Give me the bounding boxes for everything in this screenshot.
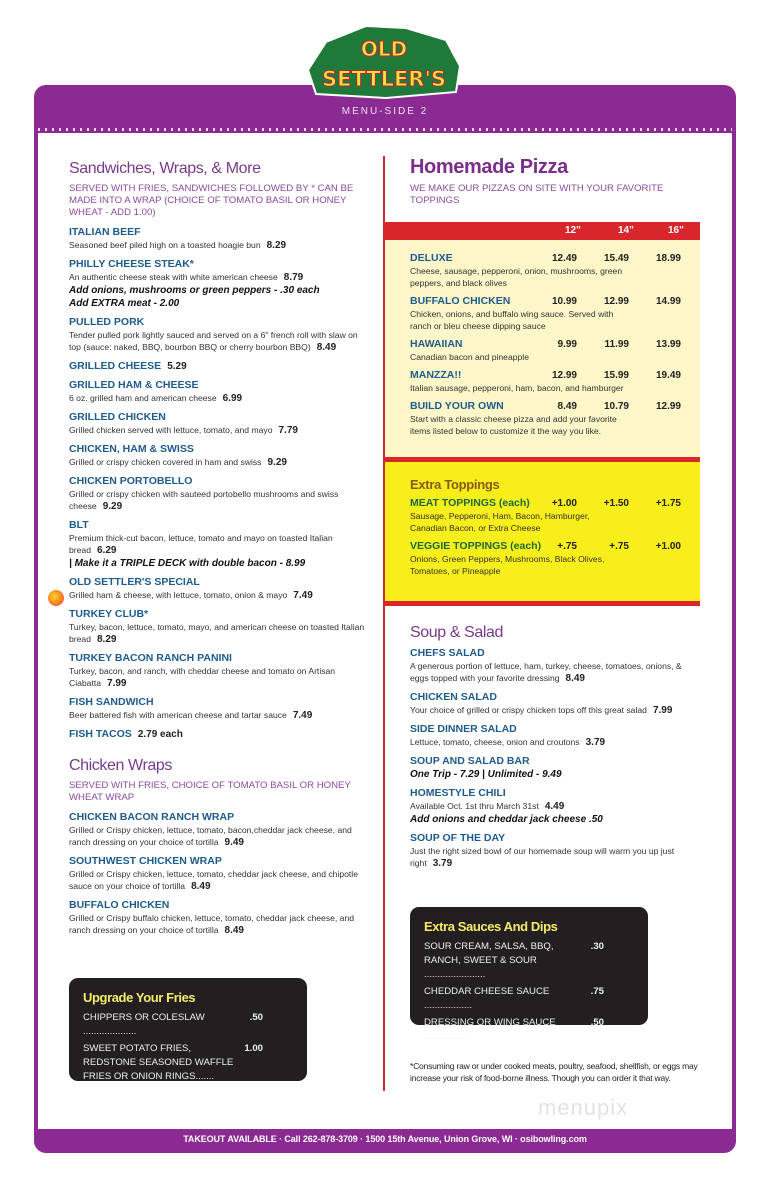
menu-item [410, 787, 700, 826]
item-description [410, 845, 700, 870]
section-subtitle: SERVED WITH FRIES, CHOICE OF TOMATO BASIL OR HONEY WHEAT WRAP [69, 780, 351, 803]
menu-item [69, 696, 369, 722]
item-price: 8.49 [316, 342, 337, 353]
menu-item [385, 497, 700, 534]
item-price: 8.79 [283, 272, 304, 283]
old-settlers-logo [306, 22, 462, 100]
item-price: 8.29 [96, 634, 117, 645]
item-description [69, 532, 369, 557]
menu-item [410, 832, 700, 870]
item-description-text: Grilled or crispy chicken covered in ham and swiss [69, 457, 262, 467]
item-description [69, 271, 369, 284]
menu-item [385, 540, 700, 577]
item-price: +.75 [557, 541, 577, 552]
item-description-text: Available Oct. 1st thru March 31st [410, 801, 539, 811]
item-price: 8.49 [191, 881, 211, 892]
line-price: .50 [249, 1012, 263, 1023]
item-addon: Add onions and cheddar jack cheese .50 [410, 814, 603, 825]
item-price: 19.49 [655, 370, 681, 381]
item-description [69, 621, 369, 646]
item-price: +1.00 [551, 498, 577, 509]
section-title: Extra Toppings [410, 477, 500, 492]
item-description [69, 392, 369, 405]
item-name [410, 723, 700, 736]
item-name [69, 316, 369, 329]
item-description [410, 660, 700, 685]
item-description-text: Just the right sized bowl of our homemade soup will warm you up just right [410, 846, 675, 868]
item-name [69, 608, 369, 621]
item-name-text: CHICKEN SALAD [410, 691, 497, 703]
item-name [69, 811, 369, 824]
menu-item [69, 652, 369, 690]
item-name-text: OLD SETTLER'S SPECIAL [69, 576, 200, 588]
item-price: 8.29 [266, 240, 287, 251]
item-price: +1.50 [603, 498, 629, 509]
red-rule [385, 601, 700, 606]
item-price: 8.49 [224, 925, 244, 936]
menu-item [69, 226, 369, 252]
item-price: 5.29 [167, 361, 187, 372]
item-name [69, 652, 369, 665]
menu-item [69, 360, 369, 373]
item-name [69, 411, 369, 424]
item-price: 8.49 [565, 673, 585, 684]
item-name [69, 379, 369, 392]
menu-item [69, 379, 369, 405]
item-price: 8.49 [557, 401, 577, 412]
menu-item [69, 475, 369, 513]
svg-text:SETTLER'S: SETTLER'S [321, 67, 447, 91]
line-price: .50 [590, 1017, 604, 1028]
item-name-text: SIDE DINNER SALAD [410, 723, 517, 735]
line-label: SWEET POTATO FRIES, REDSTONE SEASONED WAFFLE FRIES OR ONION RINGS....... [83, 1043, 234, 1082]
item-name [69, 443, 369, 456]
item-name: DELUXE [410, 252, 453, 264]
item-description-text: Premium thick-cut bacon, lettuce, tomato and mayo on toasted Italian bread [69, 533, 333, 555]
box-title: Extra Sauces And Dips [424, 919, 558, 934]
size-16: 16" [668, 225, 684, 236]
menu-item [69, 576, 369, 602]
item-name [410, 787, 700, 800]
footer-contact: TAKEOUT AVAILABLE · Call 262-878-3709 · 1500 15th Avenue, Union Grove, WI · osibowling.com [183, 1134, 587, 1144]
item-name-text: CHICKEN PORTOBELLO [69, 475, 193, 487]
item-description-text: Seasoned beef piled high on a toasted hoagie bun [69, 240, 261, 250]
pepper-icon [48, 590, 64, 606]
upgrade-fries-box [69, 978, 307, 1081]
item-price: 7.79 [278, 425, 298, 436]
pizza-list [385, 240, 700, 457]
item-description [69, 456, 369, 469]
sauces-box [410, 907, 648, 1042]
item-price: 7.49 [292, 710, 313, 721]
item-name-text: SOUTHWEST CHICKEN WRAP [69, 855, 222, 867]
item-description: Sausage, Pepperoni, Ham, Bacon, Hamburger, Canadian Bacon, or Extra Cheese [410, 511, 590, 533]
item-name [69, 258, 369, 271]
item-price: 15.99 [603, 370, 629, 381]
box-title: Upgrade Your Fries [83, 990, 196, 1005]
item-price: 14.99 [655, 296, 681, 307]
pizza-header [410, 156, 700, 214]
food-safety-footnote: *Consuming raw or under cooked meats, poultry, seafood, shellfish, or eggs may increase your risk of food-borne illness. Though you can order it that way. [410, 1061, 698, 1083]
item-price: 3.79 [585, 737, 606, 748]
item-price: 10.79 [603, 401, 629, 412]
item-description [69, 824, 369, 849]
item-description: Start with a classic cheese pizza and add your favorite items listed below to customize it the way you like. [410, 414, 617, 436]
item-name [69, 226, 369, 239]
item-name: HAWAIIAN [410, 338, 463, 350]
menu-item [69, 728, 369, 741]
item-description [410, 704, 700, 717]
item-name [69, 696, 369, 709]
section-subtitle: SERVED WITH FRIES, SANDWICHES FOLLOWED BY * CAN BE MADE INTO A WRAP (CHOICE OF TOMATO BASIL OR HONEY WHEAT - ADD 1.00) [69, 183, 354, 218]
item-name: MANZZA!! [410, 369, 462, 381]
item-price: 7.99 [107, 678, 127, 689]
sandwiches-section [69, 160, 369, 943]
menu-item [410, 755, 700, 781]
item-description-text: Grilled chicken served with lettuce, tomato, and mayo [69, 425, 273, 435]
section-title: Soup & Salad [410, 624, 504, 641]
item-name-text: SOUP AND SALAD BAR [410, 755, 530, 767]
item-name-text: SOUP OF THE DAY [410, 832, 506, 844]
line-price: .30 [590, 941, 604, 952]
price-line [83, 1042, 293, 1084]
item-price: 10.99 [551, 296, 577, 307]
item-name-text: HOMESTYLE CHILI [410, 787, 506, 799]
line-label: DRESSING OR WING SAUCE ................ [424, 1017, 556, 1042]
item-name [69, 475, 369, 488]
item-price: 3.79 [432, 858, 453, 869]
item-name-text: BLT [69, 519, 89, 531]
item-name: MEAT TOPPINGS (each) [410, 497, 530, 509]
item-name-text: FISH TACOS [69, 728, 132, 740]
item-description [69, 488, 369, 513]
section-title: Homemade Pizza [410, 156, 568, 178]
item-name [410, 755, 700, 768]
item-price: 13.99 [655, 339, 681, 350]
item-description-text: Grilled or crispy chicken with sauteed portobello mushrooms and swiss cheese [69, 489, 339, 511]
section-title: Sandwiches, Wraps, & More [69, 160, 261, 177]
item-description-text: A generous portion of lettuce, ham, turkey, cheese, tomatoes, onions, & eggs topped with your favorite dressing [410, 661, 682, 683]
menu-item [385, 400, 700, 437]
price-line [83, 1011, 293, 1039]
price-line [424, 985, 634, 1013]
item-name [69, 519, 369, 532]
toppings-section [385, 462, 700, 602]
menu-item [69, 608, 369, 646]
item-description: Chicken, onions, and buffalo wing sauce. Served with ranch or bleu cheese dipping sauce [410, 309, 614, 331]
item-price: 12.99 [603, 296, 629, 307]
item-description-text: Tender pulled pork lightly sauced and served on a 6" french roll with slaw on top (sauce: naked, BBQ, bourbon BBQ or cherry bourbon BBQ) [69, 330, 358, 352]
item-name-text: GRILLED HAM & CHEESE [69, 379, 199, 391]
svg-text:OLD: OLD [360, 37, 408, 61]
menu-item [69, 519, 369, 570]
item-name-text: CHEFS SALAD [410, 647, 485, 659]
menu-item [69, 443, 369, 469]
line-label: CHEDDAR CHEESE SAUCE .................. [424, 986, 550, 1011]
item-description [69, 589, 369, 602]
soup-salad-section [410, 624, 700, 876]
item-name [410, 647, 700, 660]
item-price: +1.00 [655, 541, 681, 552]
pizza-size-header [385, 222, 700, 240]
item-name-text: CHICKEN, HAM & SWISS [69, 443, 194, 455]
menu-item [385, 338, 700, 363]
item-price: 12.99 [655, 401, 681, 412]
item-description-text: Beer battered fish with american cheese and tartar sauce [69, 710, 287, 720]
item-description-text: Grilled or Crispy chicken, lettuce, tomato, cheddar jack cheese, and chipotle sauce on your choice of tortilla [69, 869, 358, 891]
item-description-text: Grilled or Crispy chicken, lettuce, tomato, bacon,cheddar jack cheese, and ranch dressing on your choice of tortilla [69, 825, 352, 847]
item-description [69, 329, 369, 354]
line-label: CHIPPERS OR COLESLAW .................... [83, 1012, 205, 1037]
item-description-text: Lettuce, tomato, cheese, onion and croutons [410, 737, 580, 747]
item-description [69, 868, 369, 893]
menu-item [69, 811, 369, 849]
item-price: 18.99 [655, 253, 681, 264]
item-description-text: Turkey, bacon, lettuce, tomato, mayo, and american cheese on toasted Italian bread [69, 622, 365, 644]
section-subtitle: WE MAKE OUR PIZZAS ON SITE WITH YOUR FAVORITE TOPPINGS [410, 183, 664, 206]
section-title: Chicken Wraps [69, 757, 172, 774]
item-name-text: PULLED PORK [69, 316, 145, 328]
item-name: BUFFALO CHICKEN [410, 295, 511, 307]
item-description-text: Turkey, bacon, and ranch, with cheddar cheese and tomato on Artisan Ciabatta [69, 666, 336, 688]
line-price: .75 [590, 986, 604, 997]
menu-item [385, 295, 700, 332]
line-price: 1.00 [244, 1043, 263, 1054]
item-name-text: GRILLED CHEESE [69, 360, 162, 372]
item-description-text: An authentic cheese steak with white american cheese [69, 272, 278, 282]
watermark: menupix [538, 1095, 629, 1120]
item-description: Italian sausage, pepperoni, ham, bacon, and hamburger [410, 383, 624, 393]
size-14: 14" [618, 225, 634, 236]
menu-item [410, 647, 700, 685]
item-name-text: TURKEY CLUB* [69, 608, 149, 620]
item-description: Cheese, sausage, pepperoni, onion, mushrooms, green peppers, and black olives [410, 266, 623, 288]
item-name-text: FISH SANDWICH [69, 696, 154, 708]
item-name-text: TURKEY BACON RANCH PANINI [69, 652, 232, 664]
item-name: BUILD YOUR OWN [410, 400, 504, 412]
item-name-text: GRILLED CHICKEN [69, 411, 166, 423]
item-description: Canadian bacon and pineapple [410, 352, 529, 362]
item-name [69, 855, 369, 868]
item-description [69, 239, 369, 252]
item-name-text: ITALIAN BEEF [69, 226, 141, 238]
menu-item [69, 899, 369, 937]
item-description [410, 800, 700, 813]
item-description [69, 424, 369, 437]
item-description: Onions, Green Peppers, Mushrooms, Black Olives, Tomatoes, or Pineapple [410, 554, 605, 576]
item-price: 4.49 [544, 801, 565, 812]
item-price: 7.49 [293, 590, 313, 601]
size-12: 12" [565, 225, 581, 236]
item-price: 15.49 [603, 253, 629, 264]
item-name-text: PHILLY CHEESE STEAK* [69, 258, 194, 270]
item-price: +1.75 [655, 498, 681, 509]
item-name: VEGGIE TOPPINGS (each) [410, 540, 542, 552]
item-addon: One Trip - 7.29 | Unlimited - 9.49 [410, 769, 562, 780]
item-description [410, 736, 700, 749]
item-name [69, 899, 369, 912]
menu-item [69, 855, 369, 893]
item-price: 2.79 each [137, 729, 183, 740]
item-price: 9.99 [557, 339, 577, 350]
item-addon: Add onions, mushrooms or green peppers - .30 each [69, 285, 320, 296]
item-price: 7.99 [652, 705, 673, 716]
item-description-text: 6 oz. grilled ham and american cheese [69, 393, 217, 403]
item-price: +.75 [609, 541, 629, 552]
menu-side-label: MENU-SIDE 2 [341, 106, 429, 117]
item-name-text: CHICKEN BACON RANCH WRAP [69, 811, 235, 823]
menu-item [385, 369, 700, 394]
menu-item [69, 258, 369, 310]
item-name-text: BUFFALO CHICKEN [69, 899, 170, 911]
item-description [69, 912, 369, 937]
menu-item [69, 316, 369, 354]
menu-item [410, 691, 700, 717]
price-line [424, 1016, 634, 1044]
item-price: 9.49 [224, 837, 244, 848]
item-description-text: Your choice of grilled or crispy chicken tops off this great salad [410, 705, 647, 715]
item-price: 11.99 [604, 339, 629, 350]
item-description-text: Grilled ham & cheese, with lettuce, tomato, onion & mayo [69, 590, 288, 600]
item-price: 12.49 [551, 253, 577, 264]
menu-item [410, 723, 700, 749]
item-description-text: Grilled or Crispy buffalo chicken, lettuce, tomato, cheddar jack cheese, and ranch dressing on your choice of tortilla [69, 913, 355, 935]
item-addon: Add EXTRA meat - 2.00 [69, 298, 180, 309]
item-price: 6.99 [222, 393, 243, 404]
item-name [69, 728, 369, 741]
item-name [69, 576, 369, 589]
item-description [69, 665, 369, 690]
price-line [424, 940, 634, 982]
item-price: 6.29 [96, 545, 117, 556]
item-price: 9.29 [102, 501, 123, 512]
item-name [410, 691, 700, 704]
item-price: 9.29 [267, 457, 287, 468]
item-price: 12.99 [551, 370, 577, 381]
item-name [410, 832, 700, 845]
line-label: SOUR CREAM, SALSA, BBQ, RANCH, SWEET & SOUR ....................... [424, 941, 554, 980]
menu-item [69, 411, 369, 437]
item-description [69, 709, 369, 722]
item-name [69, 360, 369, 373]
item-addon: | Make it a TRIPLE DECK with double bacon - 8.99 [69, 558, 306, 569]
menu-item [385, 252, 700, 289]
dotted-divider [38, 128, 732, 131]
